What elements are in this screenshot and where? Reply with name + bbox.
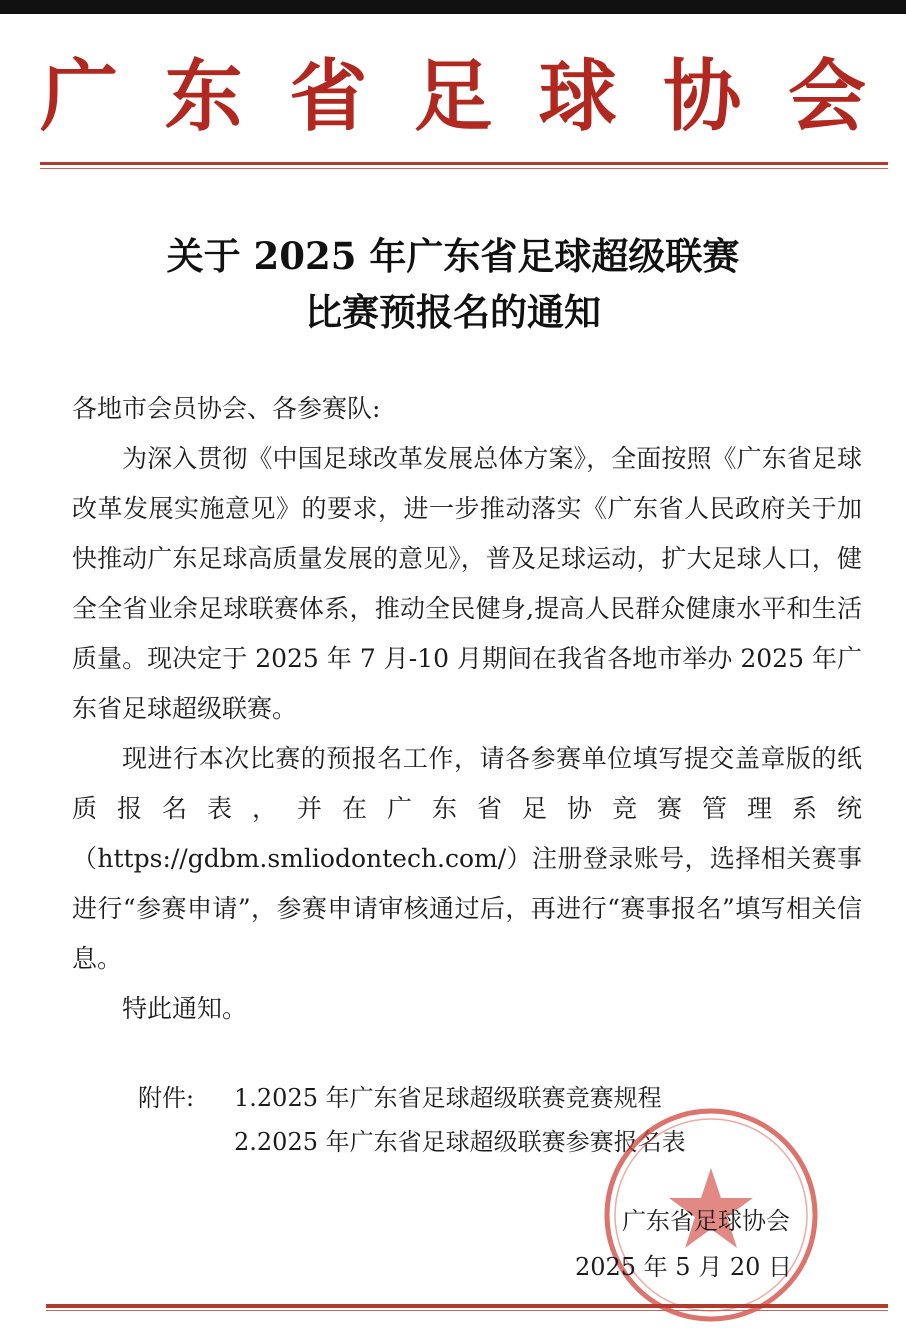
letterhead-char: 会: [787, 51, 866, 142]
document-title: [0, 228, 906, 340]
footer-divider: [46, 1304, 888, 1308]
attachment-item: 1.2025 年广东省足球超级联赛竞赛规程: [234, 1084, 662, 1112]
letterhead-char: 省: [289, 51, 368, 142]
document-body: [72, 384, 862, 1034]
paragraph-registration: 现进行本次比赛的预报名工作，请各参赛单位填写提交盖章版的纸质报名表，并在广东省足协竞赛管理系统（https://gdbm.smliodontech.com/）注册登录账号，选择相关赛事进行“参赛申请”，参赛申请审核通过后，再进行“赛事报名”填写相关信息。: [72, 744, 862, 973]
signature-date: 2025 年 5 月 20 日: [574, 1253, 792, 1281]
signature-block: [575, 1198, 792, 1290]
salutation: 各地市会员协会、各参赛队:: [72, 394, 381, 423]
letterhead: [40, 42, 866, 152]
letterhead-divider-thin: [40, 168, 888, 169]
closing-remark: 特此通知。: [122, 994, 248, 1023]
title-line-2: 比赛预报名的通知: [305, 290, 601, 334]
paragraph-purpose: 为深入贯彻《中国足球改革发展总体方案》，全面按照《广东省足球改革发展实施意见》的要求，进一步推动落实《广东省人民政府关于加快推动广东足球高质量发展的意见》，普及足球运动，扩大足球人口，健全全省业余足球联赛体系，推动全民健身,提高人民群众健康水平和生活质量。现决定于 2025 年 7 月-10 月期间在我省各地市举办 2025 年广东省足球超级联赛。: [72, 444, 862, 723]
attachment-item: 2.2025 年广东省足球超级联赛参赛报名表: [234, 1128, 686, 1156]
letterhead-char: 广: [40, 51, 119, 142]
letterhead-char: 足: [413, 51, 492, 142]
letterhead-char: 东: [164, 51, 243, 142]
title-line-1: 关于 2025 年广东省足球超级联赛: [166, 234, 740, 278]
signature-organization: 广东省足球协会: [622, 1207, 790, 1235]
attachments-label: 附件:: [138, 1084, 195, 1112]
letterhead-divider: [40, 162, 888, 165]
letterhead-char: 协: [663, 51, 742, 142]
footer-divider-thin: [46, 1310, 888, 1311]
top-dark-bar: [0, 0, 906, 14]
letterhead-char: 球: [538, 51, 617, 142]
